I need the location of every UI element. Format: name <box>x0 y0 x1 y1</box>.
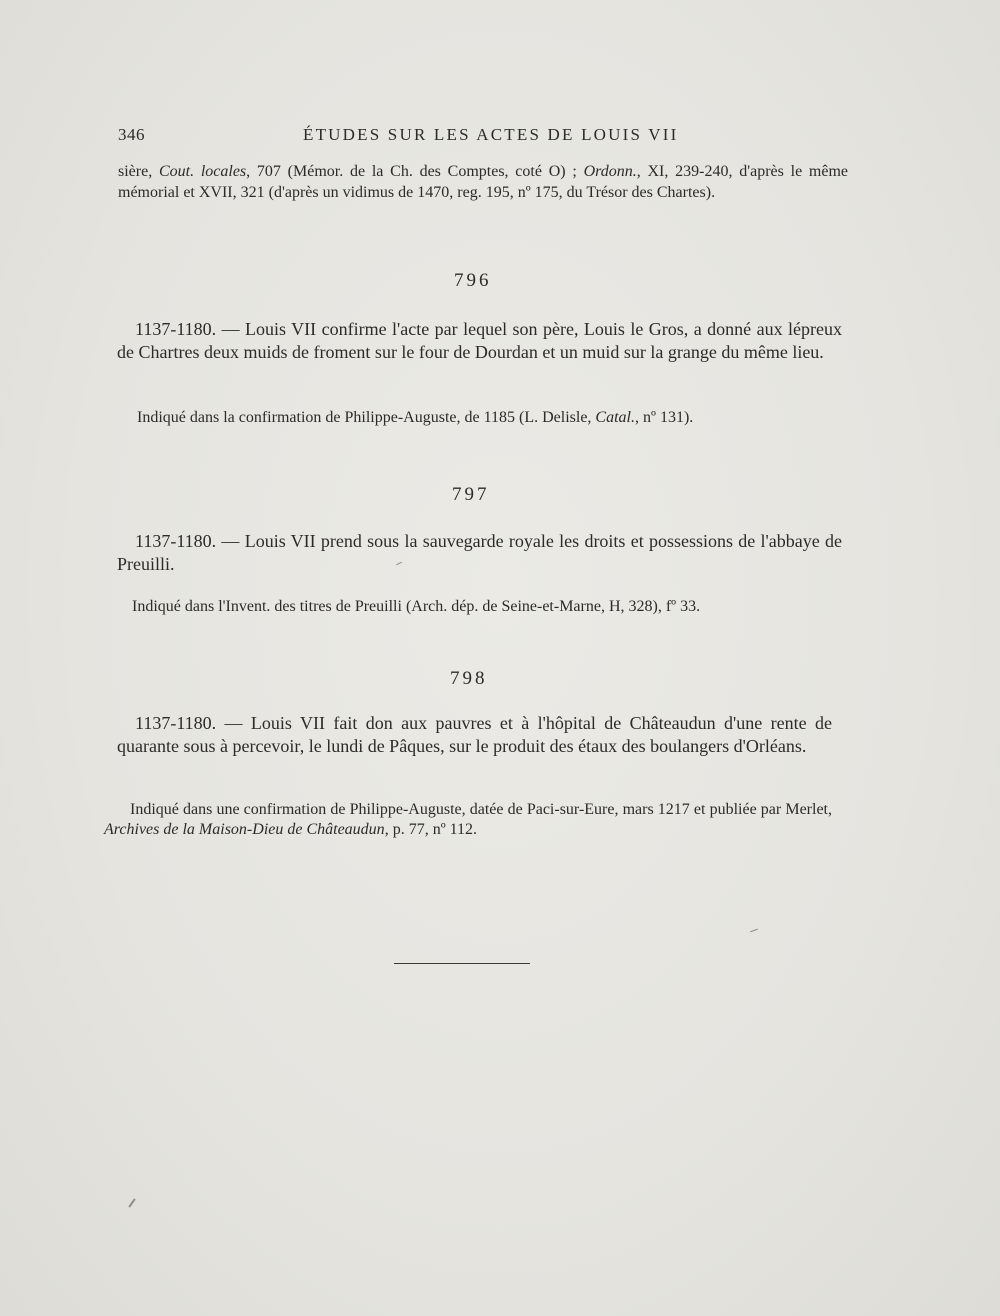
continuation-italic: Cout. locales <box>158 163 247 180</box>
page-header <box>118 125 838 149</box>
entry-text-796: 1137-1180. — Louis VII confirme l'acte par lequel son père, Louis le Gros, a donné aux lépreux de Chartres deux muids de froment sur le four de Dourdan et un muid sur la grange du même lieu. <box>117 319 842 362</box>
entry-text-797: 1137-1180. — Louis VII prend sous la sauvegarde royale les droits et possessions de l'abbaye de Preuilli. <box>117 531 842 574</box>
note-text: Indiqué dans une confirmation de Philippe-Auguste, datée de Paci-sur-Eure, mars 1217 et publiée par Merlet, <box>130 801 832 818</box>
continuation-text: , XI, 239-240, d'après le même mémorial et XVII, 321 (d'après un vidimus de 1470, reg. 195, nº 175, du Trésor des Chartes). <box>118 163 849 201</box>
continuation-italic: Ordonn. <box>583 163 637 180</box>
note-text: , p. 77, nº 112. <box>384 821 478 838</box>
continuation-text: , 707 (Mémor. de la Ch. des Comptes, coté O) ; <box>246 163 584 180</box>
running-title: ÉTUDES SUR LES ACTES DE LOUIS VII <box>303 125 679 144</box>
paper-speck <box>128 1198 135 1207</box>
note-italic: Archives de la Maison-Dieu de Châteaudun <box>104 821 385 838</box>
page-number: 346 <box>118 125 145 144</box>
entry-number-797: 797 <box>452 484 490 505</box>
note-italic: Catal. <box>595 409 635 426</box>
paper-speck <box>750 929 758 933</box>
entry-number-798: 798 <box>450 668 488 689</box>
entry-note-796 <box>137 408 827 428</box>
closing-rule <box>394 963 530 964</box>
note-text: Indiqué dans la confirmation de Philippe-Auguste, de 1185 (L. Delisle, <box>137 409 596 426</box>
continuation-paragraph <box>118 161 848 203</box>
entry-text-798: 1137-1180. — Louis VII fait don aux pauvres et à l'hôpital de Châteaudun d'une rente de quarante sous à percevoir, le lundi de Pâques, sur le produit des étaux des boulangers d'Orléans. <box>117 713 832 756</box>
entry-note-797: Indiqué dans l'Invent. des titres de Preuilli (Arch. dép. de Seine-et-Marne, H, 328), fº 33. <box>132 598 701 615</box>
note-text: , nº 131). <box>634 409 694 426</box>
entry-note-798 <box>104 800 832 840</box>
continuation-text: sière, <box>118 163 159 180</box>
entry-number-796: 796 <box>454 270 492 291</box>
